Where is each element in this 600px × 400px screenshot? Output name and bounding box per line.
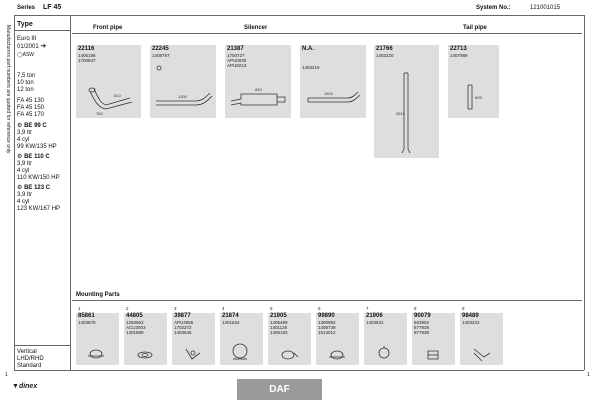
part-number: 98489 (462, 313, 479, 319)
part-ref: 1700847 (78, 58, 96, 63)
part-ref: 1401889 (126, 330, 144, 335)
engine-1: ⚙ BE 99 C 3,9 ltr 4 cyl 99 KW/135 HP (17, 123, 57, 150)
mounting-index: 5 (270, 306, 273, 311)
part-ref: 1405193 (270, 330, 288, 335)
mounting-index: 8 (414, 306, 417, 311)
left-column-right-divider (70, 15, 71, 370)
bracket-icon (172, 313, 215, 365)
mounting-info-rule (14, 345, 70, 346)
clamp-icon (268, 313, 311, 365)
section-silencer: Silencer (244, 25, 268, 31)
part-ref: 1513012 (318, 330, 336, 335)
part-ref: 1403219 (302, 65, 320, 70)
part-ref: 1403646 (174, 330, 192, 335)
part-ref: 1700727 (227, 53, 245, 58)
part-ref: 1702272 (174, 325, 192, 330)
model-date: 01/2001 ➔ (17, 43, 47, 50)
part-card[interactable] (448, 45, 499, 118)
part-ref: APU0030 (227, 58, 247, 63)
part-ref: 1400992 (318, 320, 336, 325)
part-number: 22245 (152, 46, 169, 52)
fa-code-2: FA 45 150 (17, 105, 45, 111)
mounting-part-card[interactable] (220, 306, 263, 365)
brand-label: DAF (269, 384, 290, 395)
intermediate-pipe-drawing (300, 45, 366, 118)
part-ref: ACU3003 (126, 325, 146, 330)
part-card[interactable] (225, 45, 291, 118)
left-column-divider (14, 15, 15, 370)
part-number: 90079 (414, 313, 431, 319)
engine-icon: ⚙ (17, 185, 23, 191)
part-number: 21766 (376, 46, 393, 52)
dimension-label: 1300 (178, 94, 187, 99)
hanger-icon (364, 313, 407, 365)
fa-code-3: FA 45 170 (17, 112, 45, 118)
part-ref: 1403631 (366, 320, 384, 325)
part-ref: 1401634 (222, 320, 240, 325)
part-card[interactable] (150, 45, 216, 118)
mounting-index: 2 (126, 306, 129, 311)
dinex-logo: ▼dinex (12, 383, 38, 390)
part-ref: 1403220 (376, 53, 394, 58)
euro-class: Euro III (17, 36, 37, 42)
part-ref: 1403222 (462, 320, 480, 325)
part-number: 44805 (126, 313, 143, 319)
part-ref: 1405499 (270, 320, 288, 325)
system-label: System No.: (476, 5, 511, 11)
part-number: 21906 (366, 313, 383, 319)
part-ref: 877939 (414, 325, 430, 330)
mounting-info: Vertical LHD/RHD Standard (17, 349, 44, 369)
vertical-pipe-drawing (374, 45, 439, 158)
steering-wheel-icon: ◯ (17, 52, 23, 58)
mounting-parts-title: Mounting Parts (76, 292, 120, 298)
part-ref: 1405198 (78, 53, 96, 58)
mounting-part-card[interactable] (412, 306, 455, 365)
engine-icon: ⚙ (17, 154, 23, 160)
silencer-drawing (225, 45, 291, 118)
engine-icon: ⚙ (17, 123, 23, 129)
part-card[interactable] (76, 45, 141, 118)
mounting-parts-rule (72, 300, 582, 301)
section-front-pipe: Front pipe (93, 25, 123, 31)
type-rule (14, 30, 70, 31)
mounting-index: 7 (366, 306, 369, 311)
rubber-mount-icon (412, 313, 455, 365)
tonnage-2: 10 ton (17, 80, 34, 86)
reference-note: Manufacturers part numbers are quoted for reference only (5, 25, 11, 154)
part-ref: 1403678 (78, 320, 96, 325)
fa-code-1: FA 45 130 (17, 98, 45, 104)
clamp-icon (76, 313, 119, 365)
part-number: 85861 (78, 313, 95, 319)
dimension-label: 3512 (396, 111, 405, 116)
dimension-label: 840 (255, 87, 262, 92)
part-ref: 1401125 (270, 325, 288, 330)
clamp-icon (316, 313, 359, 365)
system-number: 121001015 (530, 5, 561, 11)
mounting-part-card[interactable] (364, 306, 407, 365)
mounting-index: 6 (318, 306, 321, 311)
asw-badge: ◯ASW (17, 52, 34, 58)
mounting-part-card[interactable] (268, 306, 311, 365)
part-ref: 1408739 (318, 325, 336, 330)
mounting-index: 9 (462, 306, 465, 311)
part-number: 21387 (227, 46, 244, 52)
part-card[interactable] (300, 45, 366, 118)
engine-2: ⚙ BE 110 C 3,9 ltr 4 cyl 110 KW/150 HP (17, 154, 60, 181)
mounting-part-card[interactable] (76, 306, 119, 365)
part-number: N.A. (302, 46, 314, 52)
part-number: 22116 (78, 46, 95, 52)
mounting-index: 3 (174, 306, 177, 311)
mounting-part-card[interactable] (172, 306, 215, 365)
dimension-label: 1500 (324, 91, 333, 96)
gasket-icon (124, 313, 167, 365)
footer-rule (14, 370, 584, 371)
series-value: LF 45 (43, 4, 62, 11)
part-ref: APU4055 (174, 320, 194, 325)
part-ref: 1250663 (126, 320, 144, 325)
part-ref: APU8213 (227, 63, 247, 68)
series-label: Series (17, 5, 36, 11)
bracket-icon (460, 313, 503, 365)
mounting-index: 4 (222, 306, 225, 311)
part-ref: 683902 (414, 320, 430, 325)
dimension-label: 895 (475, 95, 482, 100)
logo-mark-icon: ▼ (12, 383, 19, 390)
mounting-index: 1 (78, 306, 81, 311)
part-number: 22713 (450, 46, 467, 52)
part-number: 39877 (174, 313, 191, 319)
page-number-left: 1 (5, 372, 8, 378)
mounting-part-card[interactable] (460, 306, 503, 365)
dimension-label: 810 (114, 93, 121, 98)
tonnage-3: 12 ton (17, 87, 34, 93)
header-rule (14, 15, 584, 16)
part-card[interactable] (374, 45, 439, 158)
tonnage-1: 7,5 ton (17, 73, 36, 79)
part-number: 21905 (270, 313, 287, 319)
part-ref: 1407989 (450, 53, 468, 58)
tail-pipe-drawing (448, 45, 499, 118)
part-ref: 877938 (414, 330, 430, 335)
dimension-label: 760 (96, 111, 103, 116)
part-number: 21874 (222, 313, 239, 319)
mounting-part-card[interactable] (124, 306, 167, 365)
part-number: 99890 (318, 313, 335, 319)
engine-3: ⚙ BE 123 C 3,9 ltr 4 cyl 123 KW/167 HP (17, 185, 61, 212)
connecting-pipe-drawing (150, 45, 216, 118)
right-border (584, 15, 585, 370)
part-ref: 1408797 (152, 53, 170, 58)
mounting-part-card[interactable] (316, 306, 359, 365)
arrow-right-icon: ➔ (40, 43, 47, 50)
section-rule (72, 33, 582, 34)
page-number-right: 1 (587, 372, 590, 378)
front-pipe-drawing (76, 45, 141, 118)
type-heading: Type (17, 21, 33, 28)
brand-tab (237, 379, 322, 400)
band-clamp-icon (220, 313, 263, 365)
section-tail-pipe: Tail pipe (463, 25, 487, 31)
